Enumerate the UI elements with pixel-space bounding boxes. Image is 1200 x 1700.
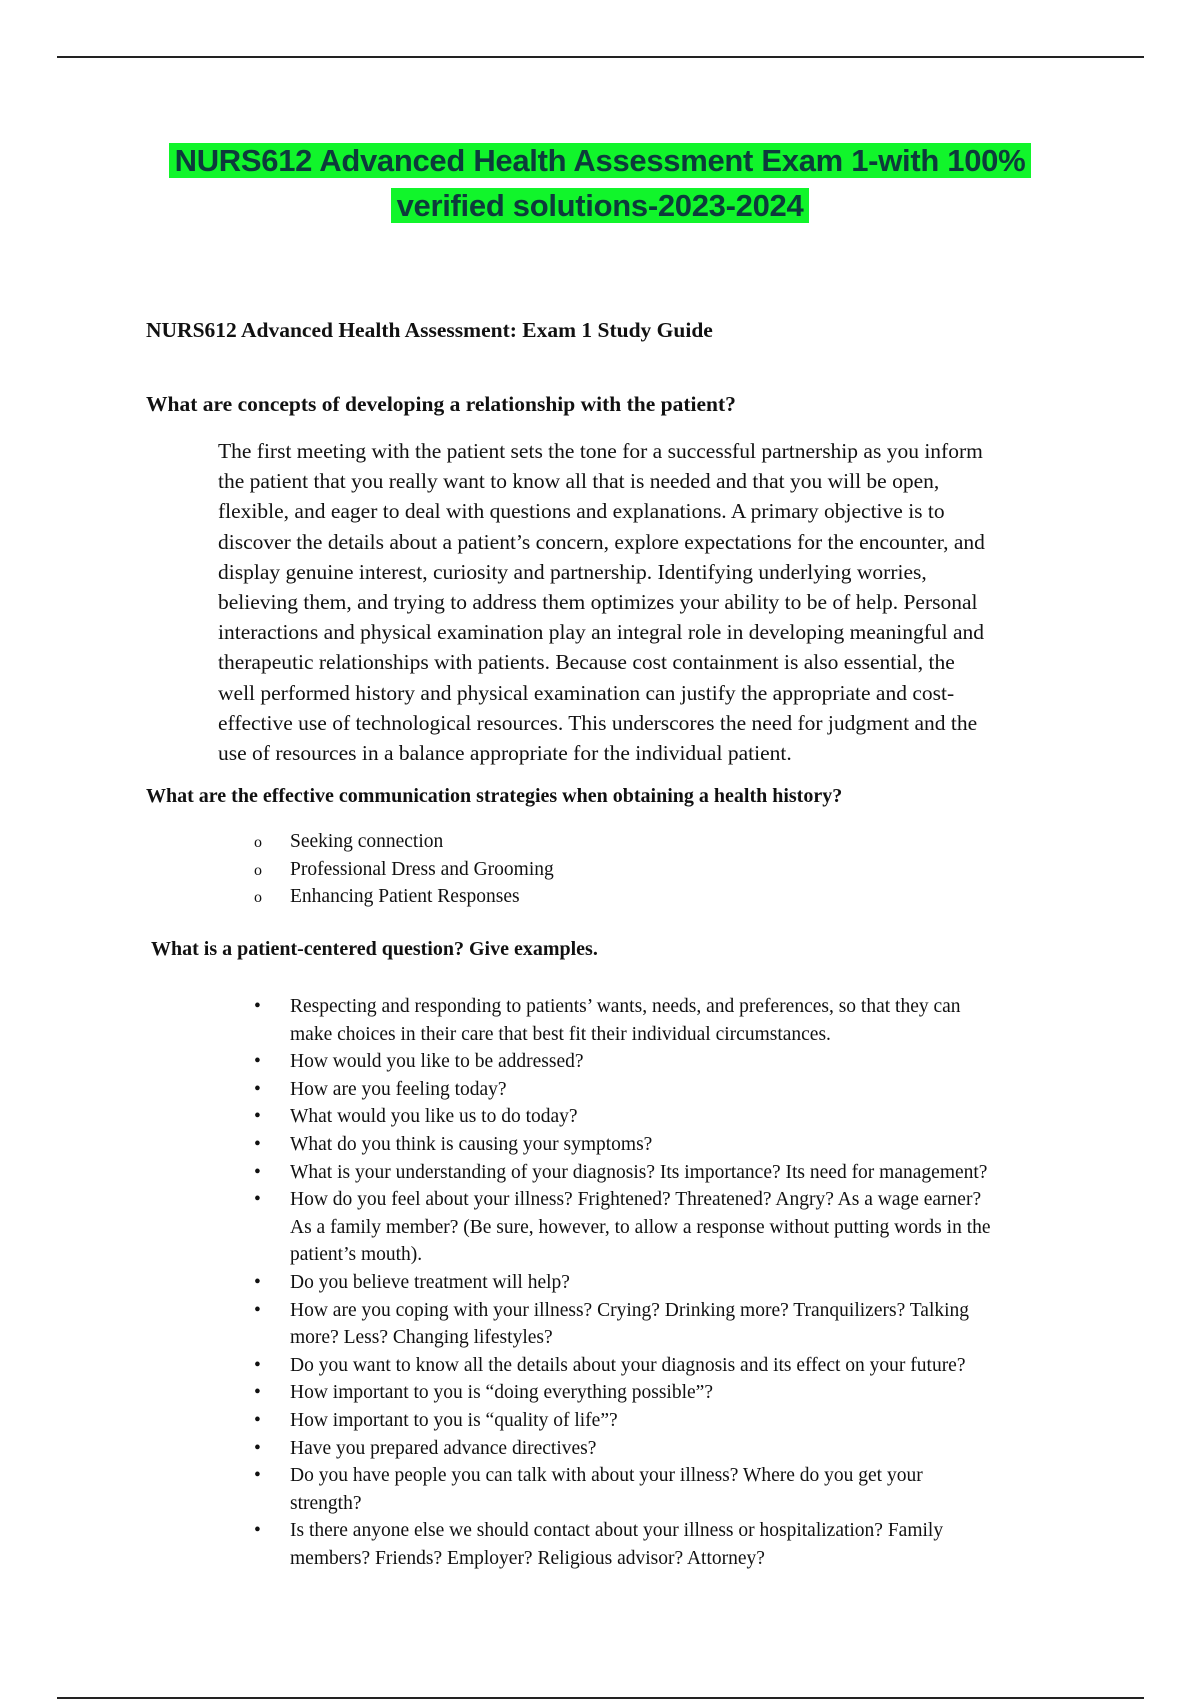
list-item [0, 828, 554, 856]
circle-bullet-icon: o [254, 834, 262, 851]
bullet-icon: • [254, 1520, 261, 1542]
list-item [0, 1103, 991, 1131]
study-guide-heading: NURS612 Advanced Health Assessment: Exam 1 Study Guide [146, 318, 713, 342]
question-3-heading: What is a patient-centered question? Give examples. [151, 938, 598, 960]
paragraph-line: well performed history and physical examination can justify the appropriate and cost- [218, 680, 955, 705]
question-2-heading: What are the effective communication strategies when obtaining a health history? [146, 785, 843, 807]
list-item [0, 1407, 991, 1435]
list-item [0, 993, 991, 1048]
bullet-icon: • [254, 1189, 261, 1211]
list-item-line: members? Friends? Employer? Religious advisor? Attorney? [290, 1547, 765, 1569]
list-item-line: Do you believe treatment will help? [290, 1271, 570, 1293]
bullet-icon: • [254, 1051, 261, 1073]
list-item [0, 1186, 991, 1269]
bullet-icon: • [254, 996, 261, 1017]
communication-strategies-list [0, 828, 554, 911]
bullet-icon: • [254, 1437, 261, 1459]
bullet-icon: • [254, 1161, 261, 1183]
footer-rule [57, 1697, 1144, 1699]
question-1-heading: What are concepts of developing a relationship with the patient? [146, 392, 736, 416]
list-item-line: How important to you is “quality of life”? [290, 1409, 618, 1431]
bullet-icon: • [254, 1354, 261, 1376]
paragraph-line: The first meeting with the patient sets the tone for a successful partnership as you inform [218, 439, 983, 463]
list-item [0, 856, 554, 884]
list-item-line: more? Less? Changing lifestyles? [290, 1327, 553, 1349]
list-item-line: As a family member? (Be sure, however, to allow a response without putting words in the [290, 1216, 991, 1238]
title-line-2: verified solutions-2023-2024 [391, 188, 810, 223]
paragraph-line: interactions and physical examination play an integral role in developing meaningful and [218, 620, 985, 645]
list-item [0, 1131, 991, 1159]
list-item-line: strength? [290, 1492, 362, 1514]
list-item-line: How do you feel about your illness? Frightened? Threatened? Angry? As a wage earner? [290, 1189, 982, 1211]
list-item [0, 1048, 991, 1076]
list-item-line: How would you like to be addressed? [290, 1051, 584, 1073]
circle-bullet-icon: o [254, 861, 262, 879]
list-item-line: Is there anyone else we should contact about your illness or hospitalization? Family [290, 1520, 944, 1542]
list-item-line: What is your understanding of your diagnosis? Its importance? Its need for management? [290, 1161, 988, 1183]
list-item-line: How important to you is “doing everything possible”? [290, 1382, 713, 1404]
list-item-line: What would you like us to do today? [290, 1106, 578, 1128]
document-title [0, 138, 1200, 228]
patient-centered-questions-list [0, 993, 991, 1572]
title-line-1: NURS612 Advanced Health Assessment Exam 1-with 100% [169, 143, 1032, 178]
header-rule [57, 56, 1144, 58]
paragraph-line: flexible, and eager to deal with questions and explanations. A primary objective is to [218, 499, 945, 524]
list-item-line: How are you feeling today? [290, 1078, 507, 1100]
question-1-answer [218, 436, 985, 768]
paragraph-line: the patient that you really want to know all that is needed and that you will be open, [218, 469, 940, 494]
list-item-line: make choices in their care that best fit their individual circumstances. [290, 1023, 831, 1045]
list-item [0, 1379, 991, 1407]
list-item-line: Seeking connection [290, 831, 444, 852]
list-item [0, 1462, 991, 1517]
bullet-icon: • [254, 1382, 261, 1404]
paragraph-line: use of resources in a balance appropriate for the individual patient. [218, 741, 792, 766]
list-item [0, 1076, 991, 1104]
list-item-line: Enhancing Patient Responses [290, 886, 520, 908]
list-item-line: Do you want to know all the details about your diagnosis and its effect on your future? [290, 1354, 966, 1376]
list-item [0, 1517, 991, 1572]
list-item [0, 1352, 991, 1380]
bullet-icon: • [254, 1299, 261, 1321]
list-item [0, 1159, 991, 1187]
bullet-icon: • [254, 1078, 261, 1100]
list-item [0, 1269, 991, 1297]
bullet-icon: • [254, 1106, 261, 1128]
bullet-icon: • [254, 1133, 261, 1155]
list-item-line: Have you prepared advance directives? [290, 1437, 597, 1459]
bullet-icon: • [254, 1465, 261, 1487]
list-item [0, 883, 554, 911]
bullet-icon: • [254, 1271, 261, 1293]
list-item-line: patient’s mouth). [290, 1244, 423, 1266]
list-item-line: Respecting and responding to patients’ wants, needs, and preferences, so that they can [290, 996, 961, 1017]
paragraph-line: discover the details about a patient’s concern, explore expectations for the encounter, and [218, 529, 985, 554]
list-item-line: What do you think is causing your symptoms? [290, 1133, 653, 1155]
list-item-line: Do you have people you can talk with about your illness? Where do you get your [290, 1465, 923, 1487]
paragraph-line: therapeutic relationships with patients. Because cost containment is also essential, the [218, 650, 955, 675]
bullet-icon: • [254, 1409, 261, 1431]
paragraph-line: display genuine interest, curiosity and partnership. Identifying underlying worries, [218, 559, 927, 584]
paragraph-line: believing them, and trying to address them optimizes your ability to be of help. Personal [218, 590, 978, 615]
list-item [0, 1297, 991, 1352]
list-item-line: How are you coping with your illness? Crying? Drinking more? Tranquilizers? Talking [290, 1299, 970, 1321]
list-item [0, 1435, 991, 1463]
list-item-line: Professional Dress and Grooming [290, 858, 554, 880]
paragraph-line: effective use of technological resources. This underscores the need for judgment and the [218, 710, 978, 735]
circle-bullet-icon: o [254, 889, 262, 907]
